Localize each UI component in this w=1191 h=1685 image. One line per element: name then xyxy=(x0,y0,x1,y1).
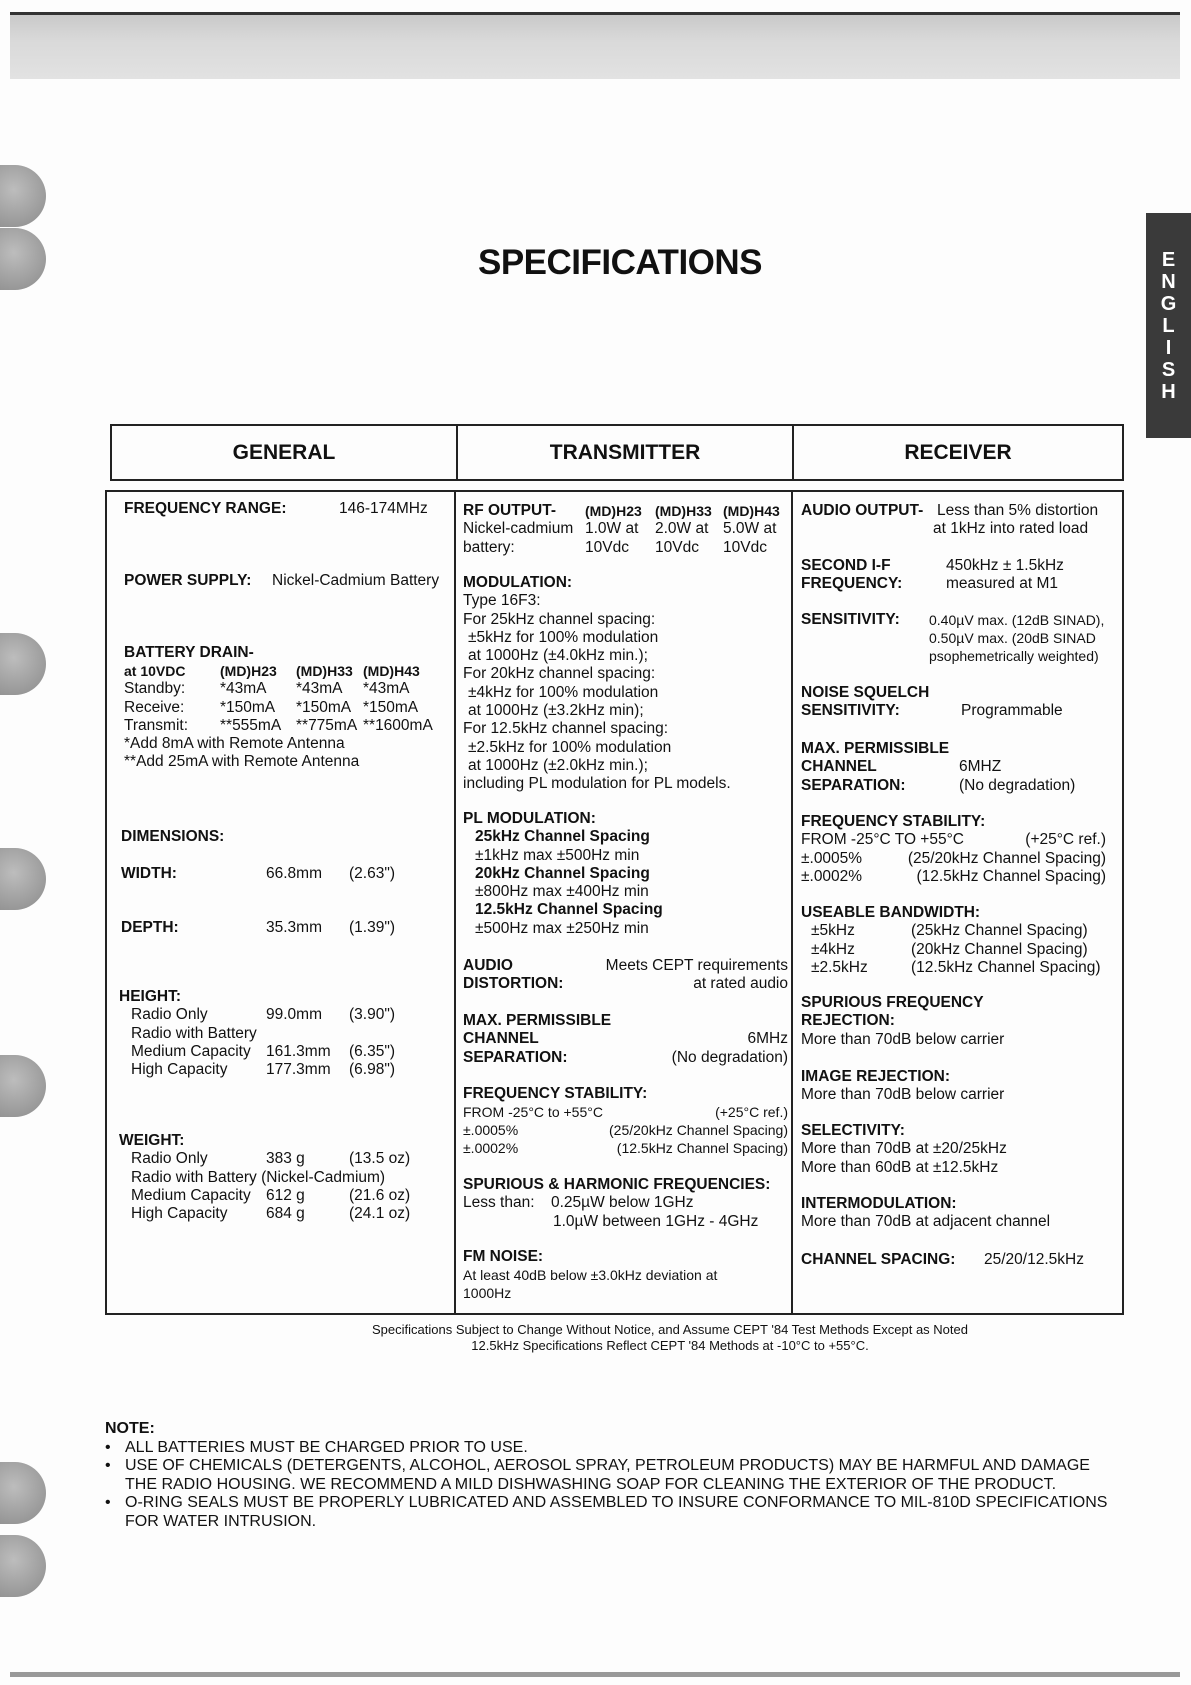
binder-hole xyxy=(0,1462,46,1524)
spec-table xyxy=(105,490,1124,1315)
audio-distortion: AUDIO Meets CEPT requirements DISTORTION: at rated audio xyxy=(463,957,788,993)
useable-bandwidth: USEABLE BANDWIDTH: ±5kHz (25kHz Channel Spacing) ±4kHz (20kHz Channel Spacing) ±2.5kHz (12.5kHz Channel Spacing) xyxy=(801,904,1101,976)
spurious-harmonic: SPURIOUS & HARMONIC FREQUENCIES: Less than: 0.25µW below 1GHz 1.0µW between 1GHz - 4GHz xyxy=(463,1176,771,1230)
fm-noise: FM NOISE: At least 40dB below ±3.0kHz deviation at 1000Hz xyxy=(463,1248,718,1302)
dimensions-label: DIMENSIONS: xyxy=(121,828,225,845)
rf-output: RF OUTPUT- (MD)H23 (MD)H33 (MD)H43 Nickel-cadmium 1.0W at 2.0W at 5.0W at battery: 10Vdc 10Vdc 10Vdc xyxy=(463,502,780,556)
height-spec: HEIGHT: Radio Only 99.0mm (3.90") Radio with Battery Medium Capacity 161.3mm (6.35") High Capacity 177.3mm (6.98") xyxy=(119,988,395,1079)
audio-output: AUDIO OUTPUT- Less than 5% distortion at 1kHz into rated load xyxy=(801,502,1099,538)
receiver-column xyxy=(793,492,1122,1313)
frequency-range: FREQUENCY RANGE: 146-174MHz xyxy=(124,500,428,517)
spec-footnote: Specifications Subject to Change Without Notice, and Assume CEPT '84 Test Methods Except as Noted 12.5kHz Specifications Reflect CEPT '84 Methods at -10°C to +55°C. xyxy=(372,1322,968,1353)
tx-max-permissible-separation: MAX. PERMISSIBLE CHANNEL 6MHz SEPARATION: (No degradation) xyxy=(463,1012,788,1066)
header-receiver: RECEIVER xyxy=(904,440,1012,464)
header-transmitter: TRANSMITTER xyxy=(458,426,794,479)
binder-hole xyxy=(0,1055,46,1117)
image-rejection: IMAGE REJECTION: More than 70dB below carrier xyxy=(801,1068,1005,1104)
note-item: • USE OF CHEMICALS (DETERGENTS, ALCOHOL, AEROSOL SPRAY, PETROLEUM PRODUCTS) MAY BE HARMFUL AND DAMAGE THE RADIO HOUSING. WE RECOMMEND A MILD DISHWASHING SOAP FOR CLEANING THE EXTERIOR OF THE PRODUCT. xyxy=(125,1457,1125,1494)
intermodulation: INTERMODULATION: More than 70dB at adjacent channel xyxy=(801,1195,1051,1231)
rx-frequency-stability: FREQUENCY STABILITY: FROM -25°C TO +55°C (+25°C ref.) ±.0005% (25/20kHz Channel Spacing) ±.0002% (12.5kHz Channel Spacing) xyxy=(801,813,1106,885)
battery-drain: BATTERY DRAIN- at 10VDC (MD)H23 (MD)H33 (MD)H43 Standby: *43mA *43mA *43mA Receive: *150mA *150mA *150mA Transmit: **555mA **775mA **1600mA *Add 8mA with Remote Antenna **Add 25mA with Remote Antenna xyxy=(124,644,433,771)
depth-spec: DEPTH: 35.3mm (1.39") xyxy=(121,919,395,936)
spec-table-header xyxy=(110,424,1124,481)
modulation: MODULATION: Type 16F3: For 25kHz channel spacing: ±5kHz for 100% modulation at 1000Hz (±4.0kHz min.); For 20kHz channel spacing: ±4kHz for 100% modulation at 1000Hz (±3.2kHz min); For 12.5kHz channel spacing: ±2.5kHz for 100% modulation at 1000Hz (±2.0kHz min.); including PL modulation for PL models. xyxy=(463,574,731,793)
binder-hole xyxy=(0,633,46,695)
transmitter-column xyxy=(456,492,793,1313)
scan-bottom-bar xyxy=(10,1672,1180,1677)
notes-section xyxy=(105,1420,1125,1531)
note-item: • ALL BATTERIES MUST BE CHARGED PRIOR TO USE. xyxy=(125,1439,1125,1458)
notes-title: NOTE: xyxy=(105,1420,155,1437)
binder-hole xyxy=(0,165,46,227)
spurious-frequency-rejection: SPURIOUS FREQUENCY REJECTION: More than 70dB below carrier xyxy=(801,994,1005,1048)
note-item: • O-RING SEALS MUST BE PROPERLY LUBRICATED AND ASSEMBLED TO INSURE CONFORMANCE TO MIL-810D SPECIFICATIONS FOR WATER INTRUSION. xyxy=(125,1494,1125,1531)
binder-hole xyxy=(0,848,46,910)
second-if-frequency: SECOND I-F 450kHz ± 1.5kHz FREQUENCY: measured at M1 xyxy=(801,557,1064,593)
binder-hole xyxy=(0,1535,46,1597)
header-general: GENERAL xyxy=(112,426,458,479)
sensitivity: SENSITIVITY: 0.40µV max. (12dB SINAD), 0.50µV max. (20dB SINAD psophemetrically weighted) xyxy=(801,611,1105,665)
selectivity: SELECTIVITY: More than 70dB at ±20/25kHz More than 60dB at ±12.5kHz xyxy=(801,1122,1007,1176)
power-supply: POWER SUPPLY: Nickel-Cadmium Battery xyxy=(124,572,440,589)
rx-max-permissible-separation: MAX. PERMISSIBLE CHANNEL 6MHZ SEPARATION: (No degradation) xyxy=(801,740,1076,794)
general-column xyxy=(107,492,456,1313)
scan-top-bar xyxy=(10,12,1180,79)
weight-spec: WEIGHT: Radio Only 383 g (13.5 oz) Radio with Battery (Nickel-Cadmium) Medium Capacity 612 g (21.6 oz) High Capacity 684 g (24.1 oz) xyxy=(119,1132,411,1223)
language-tab: E N G L I S H xyxy=(1146,213,1191,438)
page-title: SPECIFICATIONS xyxy=(477,243,763,282)
pl-modulation: PL MODULATION: 25kHz Channel Spacing ±1kHz max ±500Hz min 20kHz Channel Spacing ±800Hz max ±400Hz min 12.5kHz Channel Spacing ±500Hz max ±250Hz min xyxy=(463,810,663,937)
noise-squelch-sensitivity: NOISE SQUELCH SENSITIVITY: Programmable xyxy=(801,684,1063,720)
channel-spacing: CHANNEL SPACING: 25/20/12.5kHz xyxy=(801,1251,1084,1268)
tx-frequency-stability: FREQUENCY STABILITY: FROM -25°C to +55°C (+25°C ref.) ±.0005% (25/20kHz Channel Spacing) ±.0002% (12.5kHz Channel Spacing) xyxy=(463,1085,788,1157)
width-spec: WIDTH: 66.8mm (2.63") xyxy=(121,865,395,882)
